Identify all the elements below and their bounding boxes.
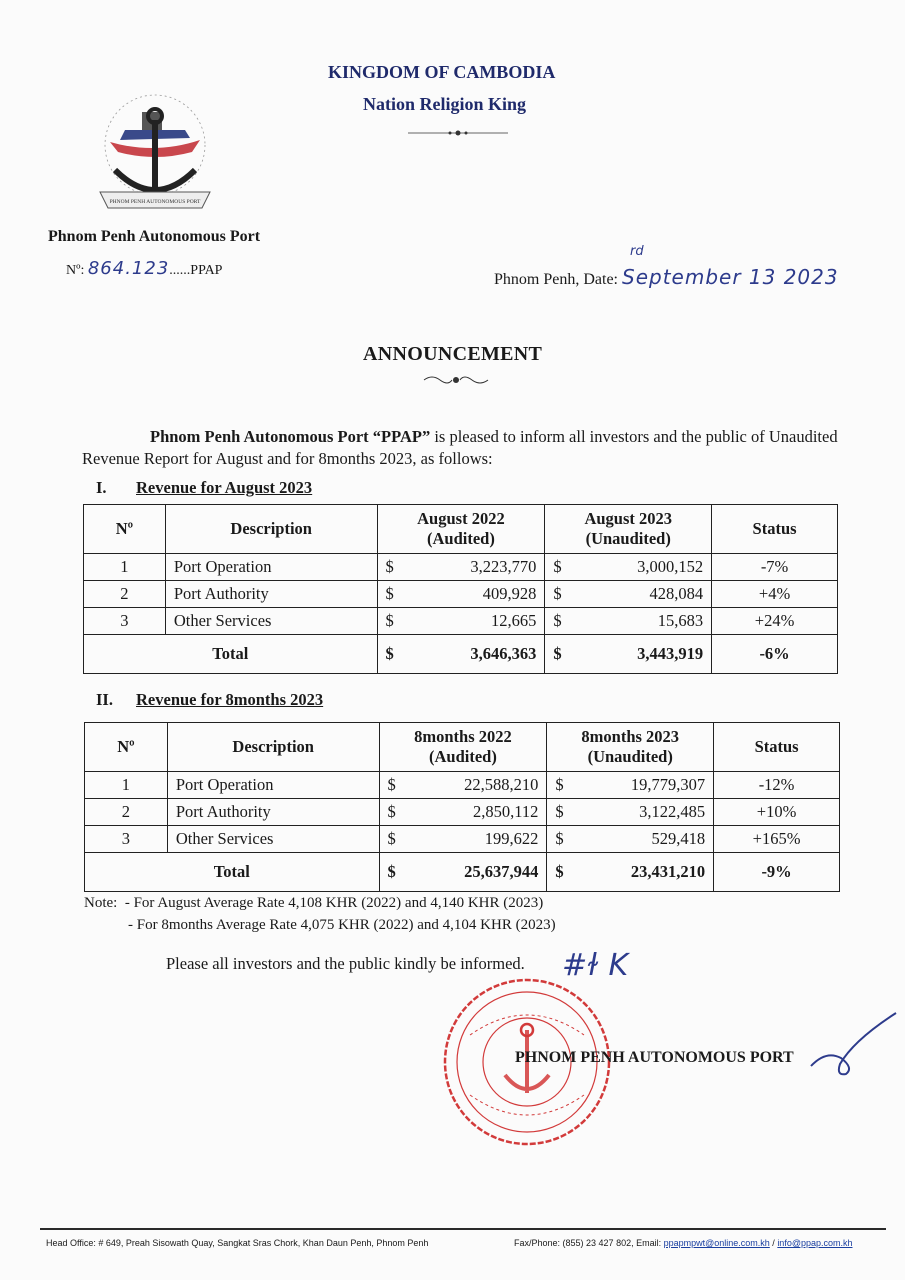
motto-heading: Nation Religion King [363,94,527,114]
intro-paragraph [82,426,842,470]
total-prev-amount: $ 25,637,944 [379,853,547,892]
section-number: II. [96,690,113,709]
row-prev-amount: $ 199,622 [379,826,547,853]
table-row [84,608,838,635]
section-title: Revenue for 8months 2023 [136,690,324,709]
table-row [84,554,838,581]
row-prev-amount: $ 409,928 [377,581,545,608]
footer-divider [40,1228,886,1230]
row-curr-amount: $ 428,084 [545,581,712,608]
header-no: Nº [84,505,166,554]
row-status: +4% [712,581,838,608]
row-no: 1 [84,554,166,581]
signature [806,1008,901,1078]
row-prev-amount: $ 22,588,210 [379,772,547,799]
email-link-1[interactable]: ppapmpwt@online.com.kh [663,1238,770,1248]
row-no: 2 [85,799,168,826]
footer-address: Head Office: # 649, Preah Sisowath Quay, Sangkat Sras Chork, Khan Daun Penh, Phnom Penh [46,1238,429,1248]
ppap-logo [80,80,230,220]
total-prev-amount: $ 3,646,363 [377,635,545,674]
row-status: -7% [712,554,838,581]
header-status: Status [714,723,840,772]
ornament-divider [408,128,508,138]
row-prev-amount: $ 2,850,112 [379,799,547,826]
section-number: I. [96,478,107,497]
revenue-table-8months [84,722,840,892]
note-item: - For 8months Average Rate 4,075 KHR (2022) and 4,104 KHR (2023) [128,917,556,933]
note-label: Note: [84,895,118,911]
header-prev-period: August 2022 (Audited) [377,505,545,554]
table-header-row [85,723,840,772]
date-ordinal-suffix: rd [630,244,644,259]
reference-suffix: ......PPAP [169,263,223,278]
note-item: Note: - For August Average Rate 4,108 KHR (2022) and 4,140 KHR (2023) [84,895,544,911]
intro-text: is pleased to inform all investors and the public of Unaudited Revenue Report for August and for 8months 2023, as follows: [82,427,838,468]
row-no: 1 [85,772,168,799]
table-header-row [84,505,838,554]
date-handwritten: September 13 2023 [622,265,839,289]
table-row [85,799,840,826]
header-status: Status [712,505,838,554]
intro-org: Phnom Penh Autonomous Port “PPAP” [150,427,431,446]
row-status: +24% [712,608,838,635]
reference-handwritten: 864.123 [87,258,170,279]
row-no: 3 [85,826,168,853]
handwritten-initials: #ɫ K [562,948,629,983]
header-description: Description [165,505,377,554]
row-description: Other Services [167,826,379,853]
date-line [494,265,839,289]
section-heading [96,690,323,710]
total-status: -9% [714,853,840,892]
section-heading [96,478,312,498]
row-curr-amount: $ 3,122,485 [547,799,714,826]
table-row [85,826,840,853]
header-curr-period: 8months 2023 (Unaudited) [547,723,714,772]
row-description: Other Services [165,608,377,635]
table-row [84,581,838,608]
row-no: 2 [84,581,166,608]
header-no: Nº [85,723,168,772]
header-description: Description [167,723,379,772]
row-description: Port Authority [165,581,377,608]
total-label: Total [85,853,380,892]
row-curr-amount: $ 3,000,152 [545,554,712,581]
reference-prefix: Nº: [66,263,88,278]
closing-line: Please all investors and the public kindly be informed. [166,954,525,973]
document-title: ANNOUNCEMENT [363,343,543,365]
total-curr-amount: $ 23,431,210 [547,853,714,892]
row-no: 3 [84,608,166,635]
row-status: +10% [714,799,840,826]
total-curr-amount: $ 3,443,919 [545,635,712,674]
total-status: -6% [712,635,838,674]
total-label: Total [84,635,378,674]
row-description: Port Authority [167,799,379,826]
revenue-table-august [83,504,838,674]
row-status: +165% [714,826,840,853]
row-description: Port Operation [165,554,377,581]
country-heading: KINGDOM OF CAMBODIA [328,62,556,82]
signatory-name: PHNOM PENH AUTONOMOUS PORT [515,1049,794,1066]
table-row [85,772,840,799]
row-curr-amount: $ 529,418 [547,826,714,853]
reference-number [66,258,222,279]
table-total-row [85,853,840,892]
date-label: Phnom Penh, Date: [494,271,618,288]
organization-name: Phnom Penh Autonomous Port [48,228,261,245]
row-curr-amount: $ 15,683 [545,608,712,635]
section-title: Revenue for August 2023 [136,478,313,497]
footer-contact-text: Fax/Phone: (855) 23 427 802, Email: [514,1238,664,1248]
header-curr-period: August 2023 (Unaudited) [545,505,712,554]
row-prev-amount: $ 12,665 [377,608,545,635]
row-prev-amount: $ 3,223,770 [377,554,545,581]
row-description: Port Operation [167,772,379,799]
row-curr-amount: $ 19,779,307 [547,772,714,799]
header-prev-period: 8months 2022 (Audited) [379,723,547,772]
title-ornament [422,374,490,386]
notes [84,892,556,936]
footer-contact: Fax/Phone: (855) 23 427 802, Email: ppapmpwt@online.com.kh / info@ppap.com.kh [514,1238,853,1248]
row-status: -12% [714,772,840,799]
table-total-row [84,635,838,674]
logo-text: PHNOM PENH AUTONOMOUS PORT [109,199,201,205]
email-link-2[interactable]: info@ppap.com.kh [777,1238,853,1248]
